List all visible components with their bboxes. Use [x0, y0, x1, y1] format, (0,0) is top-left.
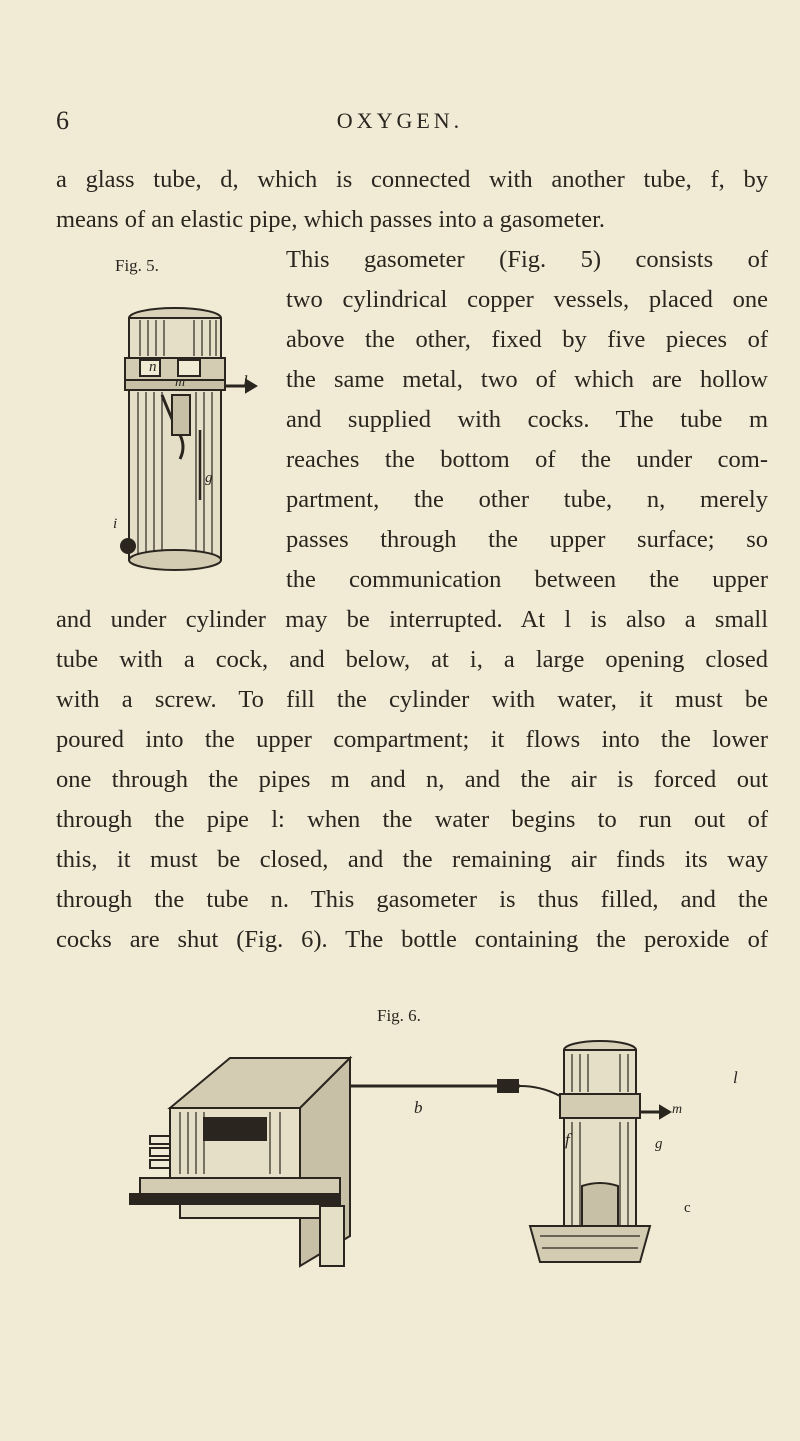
text-line-4: two cylindrical copper vessels, placed one — [286, 286, 768, 313]
text-line-2: means of an elastic pipe, which passes into a gasometer. — [56, 206, 606, 233]
text-line-5: above the other, fixed by five pieces of — [286, 326, 768, 353]
text-line-3: This gasometer (Fig. 5) consists of — [286, 246, 768, 273]
fig5-label-l: l — [243, 372, 248, 391]
text-line-17: through the pipe l: when the water begins to run out of — [56, 806, 768, 833]
fig6-label-g: g — [655, 1136, 663, 1152]
text-line-13: tube with a cock, and below, at i, a large opening closed — [56, 646, 768, 673]
text-line-1: a glass tube, d, which is connected with another tube, f, by — [56, 166, 768, 193]
text-line-7: and supplied with cocks. The tube m — [286, 406, 768, 433]
fig6-label-m: m — [672, 1102, 683, 1117]
text-line-12: and under cylinder may be interrupted. At l is also a small — [56, 606, 768, 633]
fig6-label-c: c — [684, 1200, 691, 1216]
fig5-label-i: i — [113, 516, 118, 532]
fig6-label-b: b — [414, 1098, 423, 1117]
text-line-18: this, it must be closed, and the remaining air finds its way — [56, 846, 768, 873]
text-line-9: partment, the other tube, n, merely — [286, 486, 768, 513]
text-line-19: through the tube n. This gasometer is thus filled, and the — [56, 886, 768, 913]
fig6-apparatus-illustration — [120, 1036, 683, 1276]
fig5-label-n: n — [149, 359, 157, 375]
text-line-16: one through the pipes m and n, and the air is forced out — [56, 766, 768, 793]
fig5-caption: Fig. 5. — [115, 256, 159, 275]
text-line-15: poured into the upper compartment; it flows into the lower — [56, 726, 768, 753]
fig5-label-m: m — [175, 375, 186, 390]
text-line-20: cocks are shut (Fig. 6). The bottle containing the peroxide of — [56, 926, 768, 953]
text-line-8: reaches the bottom of the under com- — [286, 446, 768, 473]
fig5-gasometer-illustration — [110, 300, 280, 580]
running-head: OXYGEN. — [336, 108, 464, 133]
text-line-14: with a screw. To fill the cylinder with water, it must be — [56, 686, 768, 713]
page-header — [0, 106, 800, 142]
page-number: 6 — [56, 106, 69, 135]
fig6-label-l: l — [733, 1068, 738, 1087]
text-line-10: passes through the upper surface; so — [286, 526, 768, 553]
fig6-caption: Fig. 6. — [377, 1006, 421, 1025]
text-line-11: the communication between the upper — [286, 566, 768, 593]
fig5-label-g: g — [205, 470, 213, 486]
text-line-6: the same metal, two of which are hollow — [286, 366, 768, 393]
fig6-label-f: f — [565, 1130, 570, 1149]
